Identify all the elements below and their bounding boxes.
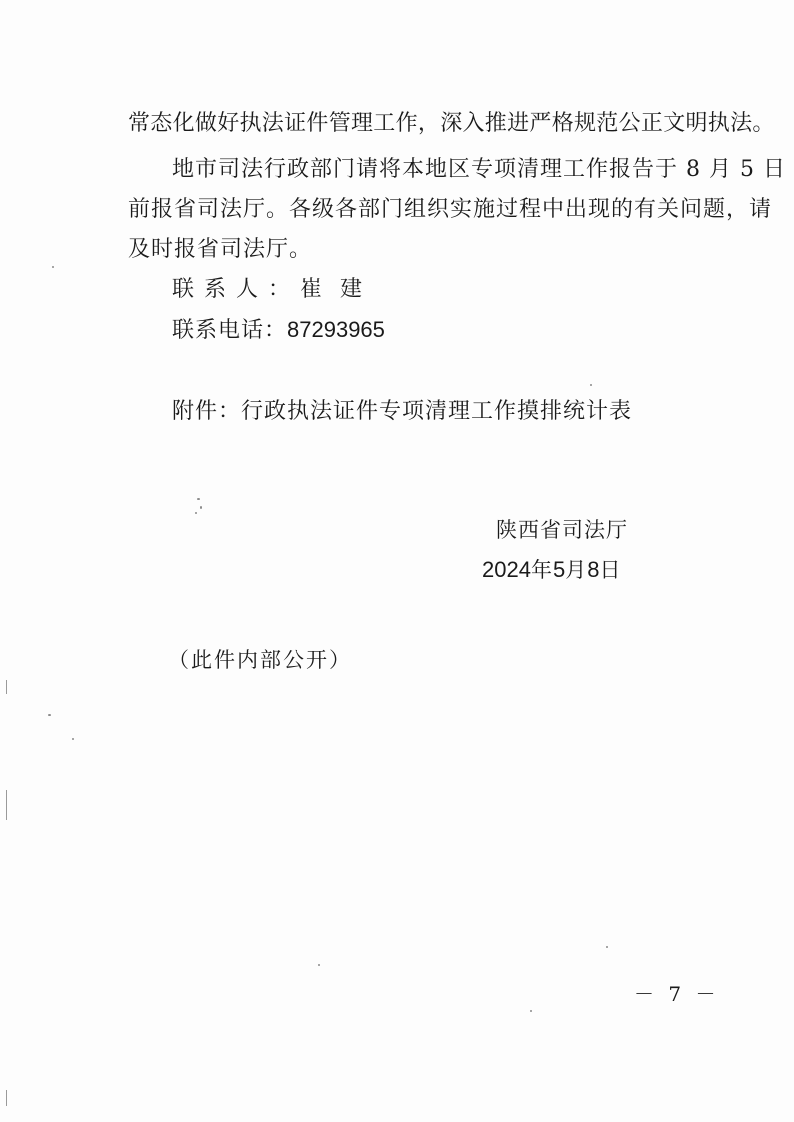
scan-speck — [72, 738, 74, 740]
issue-date-day: 8 — [587, 557, 600, 582]
issue-date-year-unit: 年 — [530, 558, 553, 582]
body-line-4: 及时报省司法厅。 — [128, 237, 313, 262]
contact-person-label: 联系人： — [172, 277, 301, 302]
contact-person — [172, 276, 380, 304]
scan-speck — [590, 384, 592, 386]
scan-speck — [530, 1010, 532, 1012]
body-line-3: 前报省司法厅。各级各部门组织实施过程中出现的有关问题，请 — [128, 197, 773, 222]
issue-date — [482, 556, 621, 584]
issuer-name: 陕西省司法厅 — [496, 518, 628, 542]
scan-edge-mark — [6, 1090, 7, 1106]
scan-edge-mark — [6, 790, 7, 820]
scan-speck — [195, 512, 197, 514]
issue-date-day-unit: 日 — [599, 558, 622, 582]
contact-phone-number: 87293965 — [287, 317, 385, 342]
scan-speck — [48, 714, 51, 716]
scan-speck — [200, 506, 202, 509]
body-line-2: 地市司法行政部门请将本地区专项清理工作报告于 8 月 5 日 — [172, 157, 786, 182]
contact-phone-label: 联系电话： — [172, 318, 288, 343]
issue-date-month: 5 — [552, 557, 566, 582]
scan-speck — [52, 266, 54, 268]
issue-date-month-unit: 月 — [565, 558, 588, 582]
attachment-label: 附件： — [172, 399, 242, 424]
page-number: － 7 － — [634, 982, 720, 1006]
scan-speck — [606, 946, 608, 948]
issue-date-year: 2024 — [482, 557, 531, 582]
attachment-line — [172, 398, 632, 426]
scan-speck — [197, 498, 200, 500]
disclosure-note: （此件内部公开） — [168, 648, 352, 672]
scan-speck — [318, 964, 320, 966]
attachment-title: 行政执法证件专项清理工作摸排统计表 — [241, 399, 633, 424]
body-line-1: 常态化做好执法证件管理工作，深入推进严格规范公正文明执法。 — [128, 111, 775, 136]
contact-phone — [172, 316, 385, 345]
contact-person-name: 崔建 — [300, 277, 381, 302]
scan-edge-mark — [6, 680, 7, 694]
